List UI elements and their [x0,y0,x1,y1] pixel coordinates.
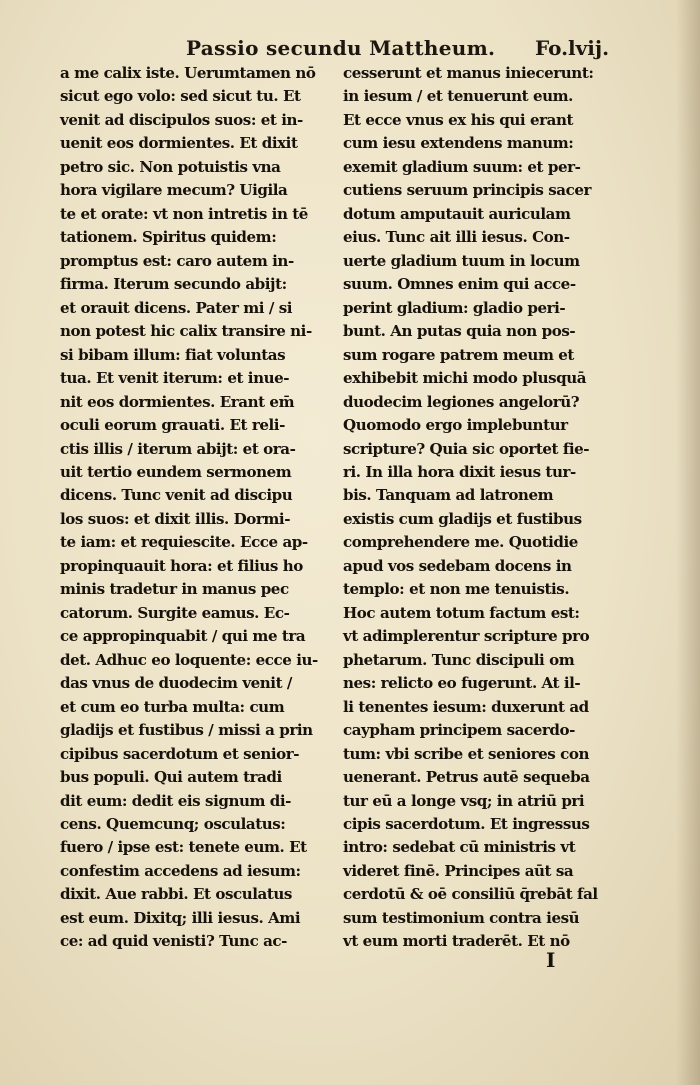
text-line: das vnus de duodecim venit / [60,674,292,693]
text-line: exhibebit michi modo plusquā [343,369,587,388]
text-line: ctis illis / iterum abijt: et ora- [60,439,296,458]
text-line: promptus est: caro autem in- [60,251,294,270]
text-line: perint gladium: gladio peri- [343,298,566,317]
text-line: bunt. An putas quia non pos- [343,322,576,341]
text-line: sicut ego volo: sed sicut tu. Et [60,87,301,106]
text-line: vt eum morti traderēt. Et nō [343,932,570,951]
text-column-right [343,62,613,954]
text-line: uerte gladium tuum in locum [343,251,580,270]
text-line: bis. Tanquam ad latronem [343,486,554,505]
text-line: uit tertio eundem sermonem [60,462,292,481]
text-line: dixit. Aue rabbi. Et osculatus [60,885,292,904]
text-line: scripture? Quia sic oportet fie- [343,439,590,458]
text-line: cutiens seruum principis sacer [343,181,592,200]
text-line: li tenentes iesum: duxerunt ad [343,697,589,716]
text-line: te iam: et requiescite. Ecce ap- [60,533,308,552]
text-line: dotum amputauit auriculam [343,204,571,223]
running-title: Passio secundu Mattheum. [186,36,496,60]
text-line: petro sic. Non potuistis vna [60,157,281,176]
text-line: caypham principem sacerdo- [343,721,575,740]
text-line: tationem. Spiritus quidem: [60,228,277,247]
text-line: catorum. Surgite eamus. Ec- [60,603,290,622]
text-line: non potest hic calix transire ni- [60,322,312,341]
text-line: Hoc autem totum factum est: [343,603,580,622]
text-line: cipibus sacerdotum et senior- [60,744,300,763]
text-line: fuero / ipse est: tenete eum. Et [60,838,307,857]
text-line: venit ad discipulos suos: et in- [60,110,303,129]
text-line: exemit gladium suum: et per- [343,157,581,176]
text-line: los suos: et dixit illis. Dormi- [60,509,291,528]
text-line: ce: ad quid venisti? Tunc ac- [60,932,287,951]
text-line: comprehendere me. Quotidie [343,533,578,552]
text-line: confestim accedens ad iesum: [60,861,301,880]
text-line: minis tradetur in manus pec [60,580,289,599]
text-line: nit eos dormientes. Erant em̄ [60,392,295,411]
text-line: bus populi. Qui autem tradi [60,768,282,787]
text-line: vt adimplerentur scripture pro [343,627,590,646]
text-line: sum testimonium contra iesū [343,908,580,927]
text-line: a me calix iste. Uerumtamen nō [60,64,316,82]
text-line: intro: sedebat cū ministris vt [343,838,576,857]
text-line: phetarum. Tunc discipuli om [343,650,575,669]
text-line: duodecim legiones angelorū? [343,392,580,411]
text-line: et cum eo turba multa: cum [60,697,285,716]
text-line: cesserunt et manus iniecerunt: [343,64,594,82]
text-line: uenit eos dormientes. Et dixit [60,134,298,153]
text-line: si bibam illum: fiat voluntas [60,345,286,364]
text-line: est eum. Dixitq; illi iesus. Ami [60,908,301,927]
text-line: tur eū a longe vsq; in atriū pri [343,791,585,810]
text-line: dicens. Tunc venit ad discipu [60,486,293,505]
text-line: propinquauit hora: et filius ho [60,556,303,575]
folio-number: Fo.lvij. [535,36,610,60]
text-line: uenerant. Petrus autē sequeba [343,768,590,787]
catchword: I [546,948,556,972]
text-line: Et ecce vnus ex his qui erant [343,110,574,129]
text-line: sum rogare patrem meum et [343,345,574,364]
text-line: in iesum / et tenuerunt eum. [343,87,573,106]
text-line: existis cum gladijs et fustibus [343,509,582,528]
text-line: tua. Et venit iterum: et inue- [60,369,290,388]
text-line: templo: et non me tenuistis. [343,580,570,599]
text-line: te et orate: vt non intretis in tē [60,204,308,223]
text-line: cum iesu extendens manum: [343,134,574,153]
text-line: ce appropinquabit / qui me tra [60,627,306,646]
text-line: Quomodo ergo implebuntur [343,416,568,435]
text-line: cipis sacerdotum. Et ingressus [343,815,590,833]
text-column-left [60,62,330,954]
text-line: oculi eorum grauati. Et reli- [60,416,285,435]
text-line: det. Adhuc eo loquente: ecce iu- [60,650,318,669]
text-line: et orauit dicens. Pater mi / si [60,298,293,317]
text-line: apud vos sedebam docens in [343,556,572,575]
text-line: videret finē. Principes aūt sa [343,861,574,880]
page-edge-shadow [676,0,700,1085]
text-line: firma. Iterum secundo abijt: [60,275,287,294]
text-line: cerdotū & oē consiliū q̄rebāt fal [343,885,598,904]
text-line: gladijs et fustibus / missi a prin [60,721,313,740]
text-line: dit eum: dedit eis signum di- [60,791,292,810]
text-line: cens. Quemcunq; osculatus: [60,815,286,833]
text-line: suum. Omnes enim qui acce- [343,275,576,294]
text-line: eius. Tunc ait illi iesus. Con- [343,228,570,247]
text-line: tum: vbi scribe et seniores con [343,744,590,763]
text-line: ri. In illa hora dixit iesus tur- [343,462,576,481]
text-line: nes: relicto eo fugerunt. At il- [343,674,581,693]
text-line: hora vigilare mecum? Uigila [60,181,288,200]
